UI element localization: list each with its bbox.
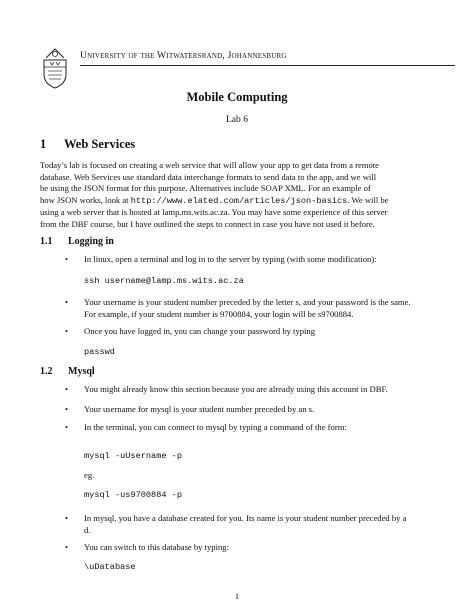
intro-line: database. Web Services use standard data interchange formats to send data to the app, and we will [40, 171, 377, 182]
code-mysql-command: mysql -uUsername -p [84, 451, 182, 461]
bullet-icon: • [65, 297, 69, 307]
subsection-number: 1.1 [40, 236, 53, 247]
list-item: Once you have logged in, you can change your password by typing [84, 326, 316, 336]
university-crest-icon [40, 46, 70, 90]
subsection-number: 1.2 [40, 366, 53, 377]
list-item: You might already know this section because you are already using this account in DBF. [84, 384, 388, 394]
intro-text: . We will be [347, 194, 389, 205]
section-number: 1 [40, 137, 47, 151]
bullet-icon: • [65, 422, 69, 432]
intro-text: how JSON works, look at [40, 194, 131, 205]
subsection-heading [40, 366, 95, 377]
intro-line: Today’s lab is focused on creating a web service that will allow your app to get data from a remote [40, 160, 379, 170]
intro-line [40, 195, 430, 208]
json-basics-link[interactable]: http://www.elated.com/articles/json-basics [130, 195, 348, 206]
bullet-icon: • [65, 254, 69, 264]
intro-line: be using the JSON format for this purpose. Alternatives include SOAP XML. For an example of [40, 183, 371, 194]
bullet-icon: • [65, 513, 69, 523]
code-use-database: \uDatabase [84, 562, 136, 572]
subsection-heading [40, 236, 114, 247]
page-number: 1 [234, 591, 240, 601]
bullet-icon: • [65, 542, 69, 552]
code-mysql-example: mysql -us9700884 -p [84, 490, 182, 500]
list-item: Your username for mysql is your student number preceded by an s. [84, 404, 315, 414]
list-item-line: Your username is your student number preceded by the letter s, and your password is the same. [84, 297, 411, 307]
document-subtitle: Lab 6 [225, 114, 249, 125]
header-rule [80, 65, 455, 66]
bullet-icon: • [65, 326, 69, 336]
list-item [84, 513, 406, 536]
code-ssh-command: ssh username@lamp.ms.wits.ac.za [84, 276, 244, 286]
list-item [84, 297, 411, 320]
list-item-line: In mysql, you have a database created for you. Its name is your student number preceded by a [84, 513, 407, 523]
subsection-title: Mysql [68, 366, 95, 377]
document-title: Mobile Computing [186, 90, 288, 104]
list-item: You can switch to this database by typing: [84, 542, 229, 552]
example-label: eg. [84, 470, 95, 480]
intro-paragraph [40, 160, 430, 231]
intro-line: from the DBF course, but I have outlined the steps to connect in case you have not used it before. [40, 218, 375, 229]
bullet-icon: • [65, 384, 69, 394]
intro-line: using a web server that is hosted at lamp.ms.wits.ac.za. You may have some experience of this server [40, 207, 388, 218]
list-item-line: For example, if your student number is 9700884, your login will be s9700884. [84, 308, 354, 319]
code-passwd-command: passwd [84, 347, 115, 357]
list-item: In the terminal, you can connect to mysql by typing a command of the form: [84, 422, 347, 432]
section-title: Web Services [64, 137, 136, 151]
subsection-title: Logging in [68, 236, 114, 247]
university-name: University of the Witwatersrand, Johannesburg [80, 50, 287, 61]
bullet-icon: • [65, 404, 69, 414]
list-item: In linux, open a terminal and log in to the server by typing (with some modification): [84, 254, 377, 264]
section-heading [40, 137, 135, 152]
list-item-line: d. [84, 524, 91, 535]
